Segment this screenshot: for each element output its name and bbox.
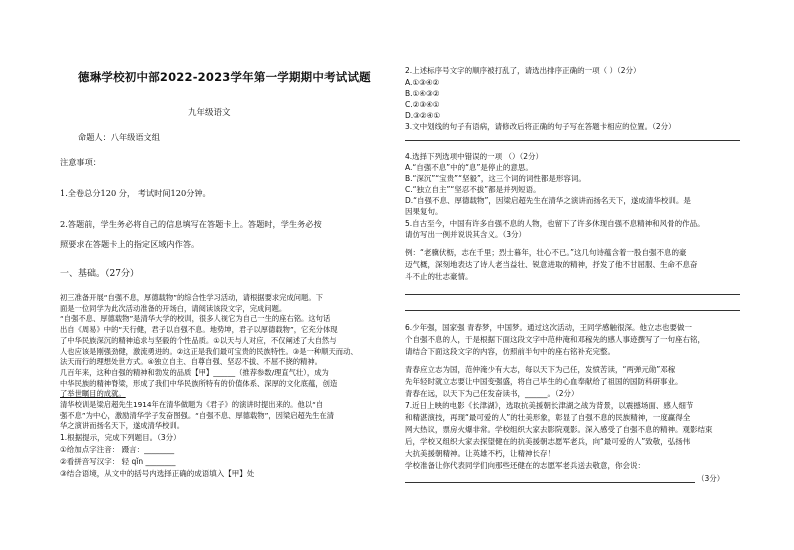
question-2-option-b: B.①④③② [405, 89, 440, 98]
question-7-5: 大抗美援朝精神。让英雄不朽，让精神长存！ [405, 449, 555, 458]
section-1-heading: 一、基础。（27分） [60, 269, 139, 279]
answer-line [405, 140, 740, 141]
answer-line [405, 482, 695, 483]
question-1-2: ②看拼音写汉字： 轻 qǐn ________ [60, 457, 176, 466]
question-7-score: （3分） [697, 474, 725, 483]
question-7-2: 和精湛演技，再现“最可爱的人”的壮美形象，彰显了自强不息的民族精神，一度赢得全 [405, 413, 691, 422]
question-6-5: 先年轻时就立志要让中国变强盛，将自己毕生的心血奉献给了祖国的国防科研事业。 [405, 377, 683, 386]
question-4: 4.选择下列选项中错误的一项 （）（2分） [405, 152, 544, 161]
author-label: 命题人：八年级语文组 [78, 132, 160, 142]
question-1-1: ①给加点字注音： 蹑言：________ [60, 445, 175, 454]
passage [60, 293, 395, 432]
passage-line: 初三准备开展“自强不息，厚德载物”的综合性学习活动，请根据要求完成问题。下 [60, 293, 323, 302]
passage-line: 面是一位同学为此次活动准备的开场白，请阅读该段文字，完成问题。 [60, 303, 287, 313]
notice-item-2a: 2.答题前，学生务必将自己的信息填写在答题卡上。答题时，学生务必按 [60, 219, 322, 229]
subject-label: 九年级语文 [188, 108, 231, 118]
notice-title: 注意事项： [60, 157, 101, 167]
question-4-option-d: D.“自强不息、厚德载物”，因梁启超先生在清华之演讲而扬名天下，遂成清华校训。是 [405, 196, 691, 205]
question-2: 2.上述标序号文字的顺序被打乱了，请选出排序正确的一项（ ）（2分） [405, 66, 641, 75]
question-7-1: 7.近日上映的电影《长津湖》，选取抗美援朝长津湖之战为背景，以震撼场面、感人细节 [405, 401, 694, 410]
question-2-option-c: C.②③④① [405, 100, 440, 109]
question-1: 1.根据提示，完成下列题目。（3分） [60, 433, 181, 442]
question-4-option-d-cont: 因果复句。 [405, 207, 443, 216]
passage-line: 中华民族的精神脊梁，形成了我们中华民族所特有的价值体系、深厚的文化底蕴，创造 [60, 378, 338, 388]
passage-line: 出自《周易》中的“天行健，君子以自强不息。地势坤，君子以厚德载物”，它充分体现 [60, 325, 338, 335]
question-2-option-a: A.①③④② [405, 78, 440, 87]
question-5-example-2: 迈气概，深刻地表达了诗人老当益壮、锐意进取的精神，抒发了他不甘屈服、生命不息奋 [405, 260, 698, 269]
question-6-6: 青春在远，以天下为己任发奋读书，______。（2分） [405, 389, 579, 398]
question-6-4: 青春应立志为国，范仲淹少有大志，每以天下为己任，发愤苦读，“两弹元勋”邓稼 [405, 365, 676, 374]
question-5a: 5.自古至今，中国有许多自强不息的人物，也留下了许多休现自强不息精神和风骨的作品。 [405, 219, 705, 228]
question-5-example-3: 斗不止的壮志豪情。 [405, 272, 473, 281]
right-column [405, 0, 740, 550]
question-5b: 请仿写出一例并说说其含义。（3分） [405, 230, 527, 239]
answer-line [405, 310, 740, 311]
notice-item-2b: 照要求在答题卡上的指定区域内作答。 [60, 239, 200, 249]
passage-line: 几百年来，这种自强的精神和勃发的品质【甲】______（推荐参数/理直气壮），成为 [60, 367, 329, 377]
passage-line: “自强不息、厚德载物”是清华大学的校训，很多人视它为自己一生的座右铭。这句话 [60, 314, 331, 324]
notice-item-1: 1.全卷总分120 分， 考试时间120分钟。 [60, 188, 211, 198]
exam-title: 德琳学校初中部2022-2023学年第一学期期中考试试题 [78, 70, 371, 84]
question-7-6: 学校准备让你代表同学们向那些还健在的志愿军老兵送去敬意，你会说： [405, 461, 645, 470]
question-6-2: 个自强不息的人，于是根据下面这段文字中范仲淹和邓稼先的感人事迹撰写了一句座右铭， [405, 335, 705, 344]
passage-line: 清华校训是梁启超先生1914年在清华做题为《君子》的演讲时提出来的。他以“自 [60, 400, 324, 410]
question-6-1: 6.少年强，国家强 青春梦，中国梦。通过这次活动，王同学感触很深。他立志也要做一 [405, 323, 693, 332]
passage-line: 华之演讲而扬名天下，遂成清华校训。 [60, 421, 185, 431]
passage-line: 法天而行的理想处世方式。④独立自主、自尊自强、坚忍不拔、不屈不挠的精神。 [60, 357, 322, 367]
question-7-3: 网大热议，票房火爆非常。学校组织大家去影院观影。深入感受了自强不息的精神。观影结束 [405, 425, 713, 434]
passage-line: 强不息”为中心，激励清华学子发奋图强。“自强不息、厚德载物”，因梁启超先生在清 [60, 410, 335, 420]
question-7-4: 后，学校又组织大家去探望健在的抗美援朝志愿军老兵，向“最可爱的人”致敬，弘扬伟 [405, 437, 691, 446]
question-4-option-c: C.“独立自主”“坚忍不拔”都是并列短语。 [405, 185, 541, 194]
passage-line: 了举世瞩目的成就。 [60, 389, 126, 399]
question-1-3: ③结合语境，从文中的括号内选择正确的成语填入【甲】处 [60, 469, 255, 478]
left-column [60, 0, 390, 550]
question-4-option-a: A.“自强不息”中的“息”是停止的意思。 [405, 163, 533, 172]
question-6-3: 请结合下面这段文字的内容，仿照前半句中的座右铭补充完整。 [405, 347, 615, 356]
question-3: 3.文中划线的句子有语病，请修改后将正确的句子写在答题卡相应的位置。（2分） [405, 122, 676, 131]
passage-line: 人也应该是刚强劲健，激流勇进的。②这正是我们最可宝贵的民族特性。③是一种顺天而动、 [60, 346, 358, 356]
question-4-option-b: B.“深沉”“宝贵”“坚毅”，这三个词的词性都是形容词。 [405, 174, 586, 183]
question-2-option-d: D.③②④① [405, 111, 441, 120]
passage-line: 了中华民族深沉的精神追求与坚毅的个性品质。①以天与人对应，不仅阐述了大自然与 [60, 335, 337, 345]
question-5-example-1: 例：“老骥伏枥，志在千里；烈士暮年，壮心不已。”这几句诗蕴含着一股自强不息的豪 [405, 248, 687, 257]
answer-line [405, 294, 740, 295]
